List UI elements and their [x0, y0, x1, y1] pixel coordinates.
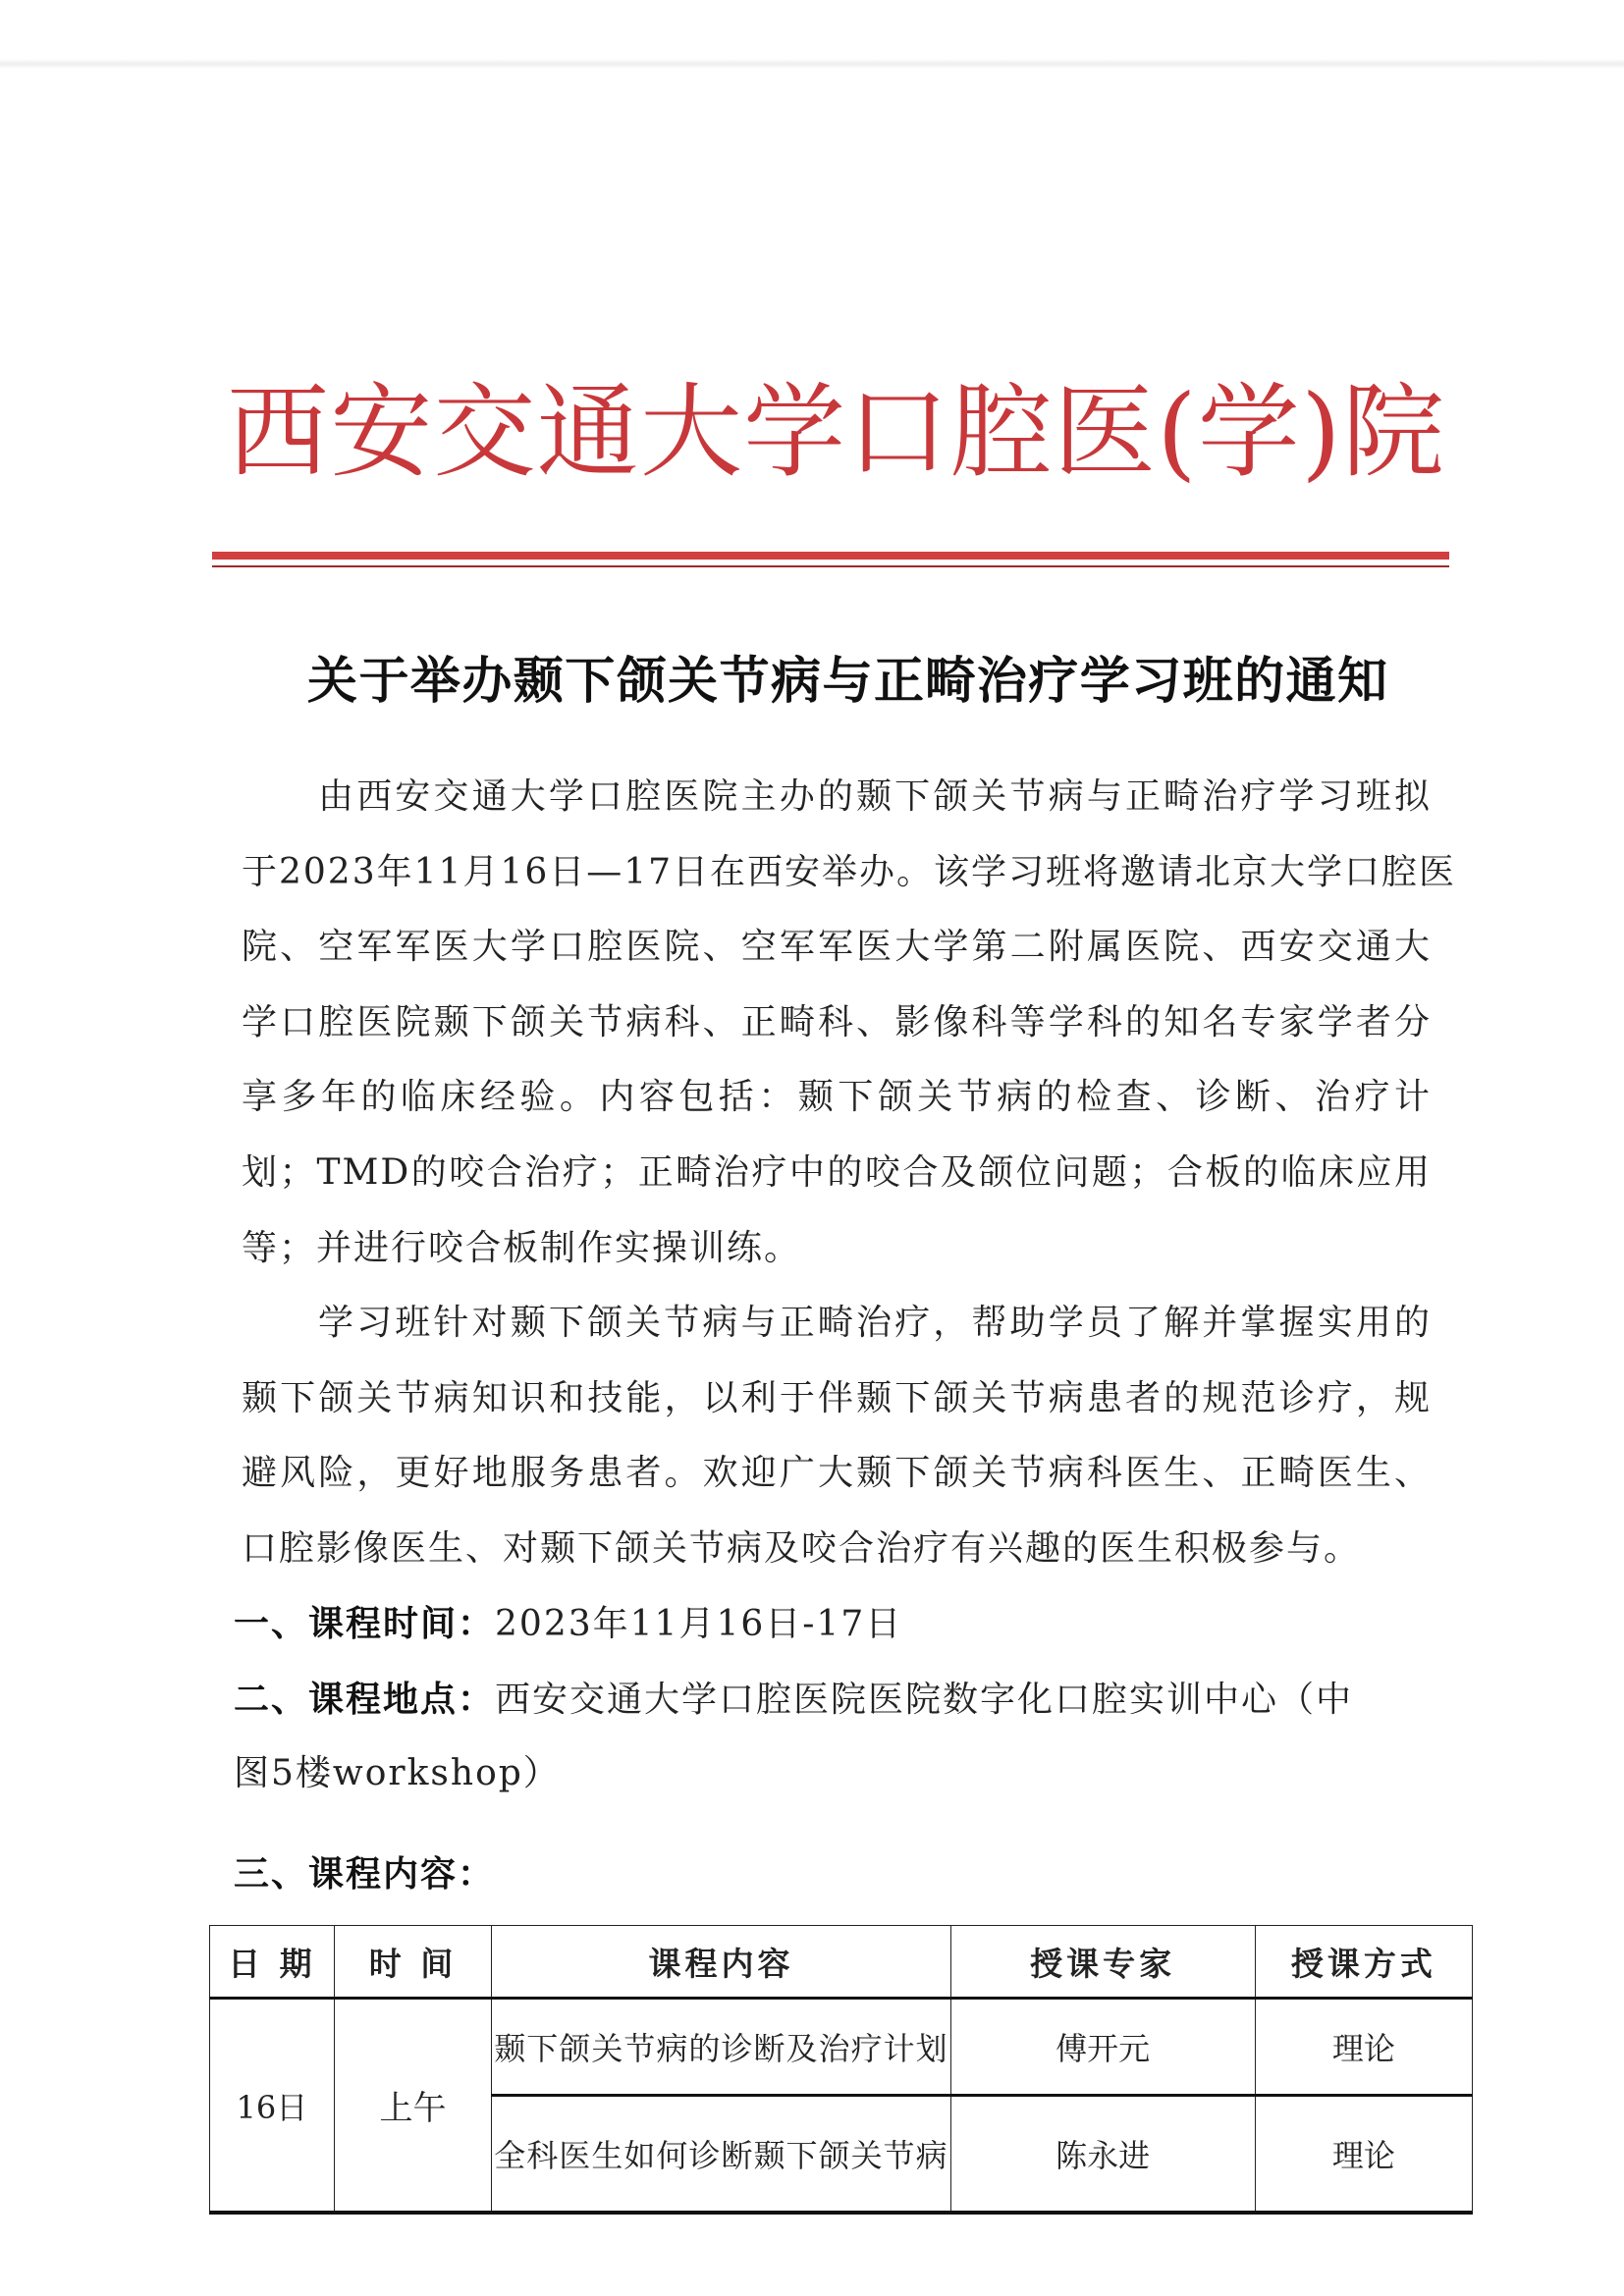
cell-mode: 理论: [1255, 2096, 1472, 2214]
body-line: 由西安交通大学口腔医院主办的颞下颌关节病与正畸治疗学习班拟: [318, 776, 1432, 817]
table-header-row: [210, 1926, 1473, 1999]
body-line: 于2023年11月16日—17日在西安举办。该学习班将邀请北京大学口腔医: [242, 851, 1457, 892]
letterhead-divider-thin: [212, 565, 1449, 567]
header-date: 日 期: [210, 1926, 335, 1999]
section-label: 二、课程地点：: [234, 1679, 496, 1720]
cell-period: 上午: [334, 1999, 492, 2214]
section-course-time: [234, 1586, 902, 1663]
letterhead-char: 大: [639, 372, 742, 492]
header-content: 课程内容: [492, 1926, 950, 1999]
body-line: 享多年的临床经验。内容包括：颞下颌关节病的检查、诊断、治疗计: [242, 1077, 1432, 1118]
section-label: 一、课程时间：: [234, 1603, 496, 1644]
body-line: 划；TMD的咬合治疗；正畸治疗中的咬合及颌位问题；合板的临床应用: [242, 1151, 1432, 1193]
section-label: 三、课程内容：: [234, 1853, 496, 1895]
table-row: [210, 1999, 1473, 2096]
letterhead-char: 口: [846, 372, 949, 492]
section-value: 西安交通大学口腔医院医院数字化口腔实训中心（中: [495, 1680, 1354, 1720]
letterhead-char: 医: [1053, 372, 1156, 492]
body-line: 颞下颌关节病知识和技能，以利于伴颞下颌关节病患者的规范诊疗，规: [242, 1377, 1432, 1418]
cell-content: 全科医生如何诊断颞下颌关节病: [492, 2096, 950, 2214]
header-mode: 授课方式: [1255, 1926, 1472, 1999]
letterhead-char: 安: [330, 372, 433, 492]
letterhead-char: 院: [1341, 372, 1444, 492]
letterhead-char: 学: [743, 372, 846, 492]
body-line: 学习班针对颞下颌关节病与正畸治疗，帮助学员了解并掌握实用的: [318, 1303, 1432, 1344]
body-line: 等；并进行咬合板制作实操训练。: [242, 1227, 802, 1268]
section-value: 2023年11月16日-17日: [495, 1604, 903, 1644]
notice-body: [242, 760, 1457, 1587]
section-course-location-cont: 图5楼workshop）: [234, 1753, 561, 1793]
letterhead-char: 交: [433, 372, 536, 492]
letterhead-divider-thick: [212, 552, 1449, 560]
body-line: 院、空军军医大学口腔医院、空军军医大学第二附属医院、西安交通大: [242, 927, 1432, 968]
letterhead-char: 西: [227, 372, 330, 492]
scan-edge: [0, 59, 1624, 69]
cell-expert: 傅开元: [950, 1999, 1255, 2096]
header-expert: 授课专家: [950, 1926, 1255, 1999]
cell-expert: 陈永进: [950, 2096, 1255, 2214]
letterhead-char: ): [1301, 372, 1341, 492]
letterhead-char: 学: [1197, 372, 1300, 492]
section-course-content: [234, 1837, 495, 1913]
letterhead-char: (: [1157, 372, 1197, 492]
letterhead-char: 通: [536, 372, 639, 492]
body-line: 避风险，更好地服务患者。欢迎广大颞下颌关节病科医生、正畸医生、: [242, 1453, 1432, 1494]
cell-mode: 理论: [1255, 1999, 1472, 2096]
cell-content: 颞下颌关节病的诊断及治疗计划: [492, 1999, 950, 2096]
body-line: 学口腔医院颞下颌关节病科、正畸科、影像科等学科的知名专家学者分: [242, 1001, 1432, 1042]
section-course-location: [234, 1662, 1353, 1738]
organization-letterhead: [227, 373, 1444, 491]
header-time: 时 间: [334, 1926, 492, 1999]
cell-date: 16日: [210, 1999, 335, 2214]
course-schedule-table: [209, 1925, 1473, 2215]
letterhead-char: 腔: [949, 372, 1053, 492]
notice-title: 关于举办颞下颌关节病与正畸治疗学习班的通知: [307, 652, 1387, 711]
body-line: 口腔影像医生、对颞下颌关节病及咬合治疗有兴趣的医生积极参与。: [242, 1527, 1362, 1569]
